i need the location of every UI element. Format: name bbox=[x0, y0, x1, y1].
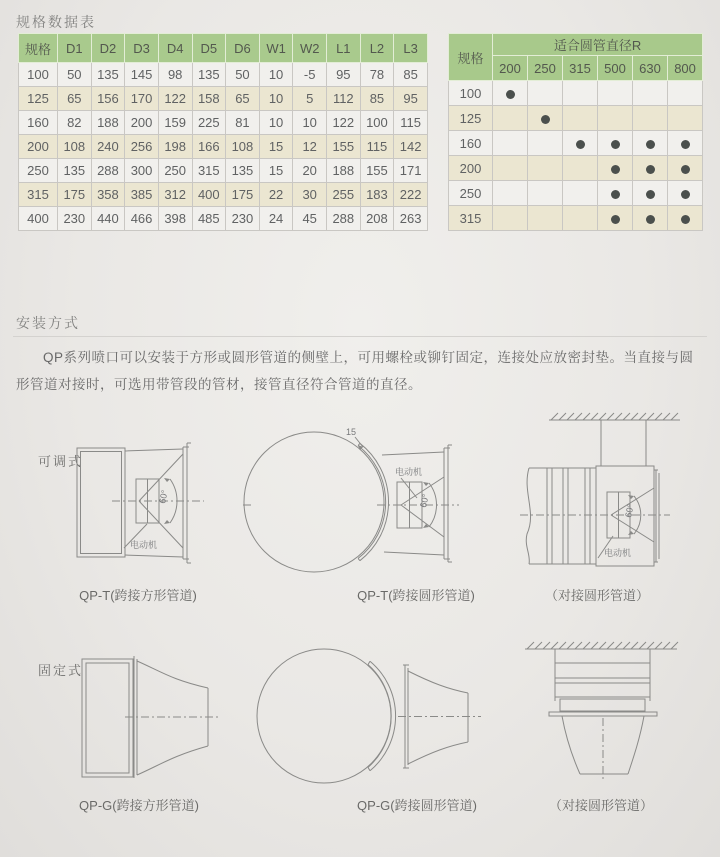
fit-dot-cell bbox=[668, 181, 703, 206]
fit-dot-cell bbox=[493, 106, 528, 131]
spec-column-header: D6 bbox=[226, 34, 260, 63]
spec-table-cell: 175 bbox=[226, 183, 260, 207]
fit-dot-cell bbox=[563, 131, 598, 156]
spec-table-cell: 200 bbox=[125, 111, 159, 135]
fit-dot-cell bbox=[528, 106, 563, 131]
diagram-qp-g-butt-round-duct bbox=[510, 625, 700, 785]
fit-table-row bbox=[449, 206, 703, 231]
fit-dot-cell bbox=[633, 206, 668, 231]
spec-table-cell: 485 bbox=[192, 207, 226, 231]
fit-dot-cell bbox=[633, 81, 668, 106]
fit-dot-cell bbox=[598, 131, 633, 156]
spec-table-cell: 122 bbox=[327, 111, 361, 135]
fit-column-header: 630 bbox=[633, 56, 668, 81]
spec-table-cell: 30 bbox=[293, 183, 327, 207]
fit-dot-cell bbox=[633, 131, 668, 156]
fit-dot-cell bbox=[598, 106, 633, 131]
fit-dot-cell bbox=[528, 81, 563, 106]
fit-table-header-row1 bbox=[449, 34, 703, 56]
spec-table-cell: 100 bbox=[19, 63, 58, 87]
fit-dot-cell bbox=[668, 81, 703, 106]
spec-table-cell: 95 bbox=[327, 63, 361, 87]
diagram-qp-t-square-duct bbox=[68, 436, 218, 586]
spec-table-cell: 135 bbox=[91, 63, 125, 87]
spec-table-cell: 158 bbox=[192, 87, 226, 111]
spec-table-cell: 98 bbox=[158, 63, 192, 87]
spec-table-cell: 315 bbox=[192, 159, 226, 183]
fit-spec-cell: 160 bbox=[449, 131, 493, 156]
spec-table-cell: 12 bbox=[293, 135, 327, 159]
fit-dot-cell bbox=[598, 181, 633, 206]
dot-marker bbox=[646, 140, 655, 149]
spec-table-cell: 159 bbox=[158, 111, 192, 135]
fit-dot-cell bbox=[528, 181, 563, 206]
fit-table bbox=[448, 33, 703, 231]
spec-table-cell: 50 bbox=[226, 63, 260, 87]
angle-label: 60° bbox=[157, 489, 170, 505]
spec-table-cell: 166 bbox=[192, 135, 226, 159]
fit-dot-cell bbox=[563, 106, 598, 131]
spec-table-cell: 10 bbox=[259, 87, 293, 111]
spec-column-header: D1 bbox=[58, 34, 92, 63]
spec-table-cell: 135 bbox=[226, 159, 260, 183]
spec-table-cell: 288 bbox=[91, 159, 125, 183]
spec-table-cell: 24 bbox=[259, 207, 293, 231]
spec-table-cell: 65 bbox=[58, 87, 92, 111]
fit-dot-cell bbox=[563, 156, 598, 181]
dot-marker bbox=[681, 165, 690, 174]
spec-table-cell: 15 bbox=[259, 135, 293, 159]
caption-butt-round-2: （对接圆形管道） bbox=[548, 798, 654, 813]
fit-dot-cell bbox=[528, 156, 563, 181]
diagram-qp-g-round-duct bbox=[252, 645, 482, 790]
spec-table-cell: 10 bbox=[293, 111, 327, 135]
angle-label: 60° bbox=[623, 503, 636, 519]
fit-dot-cell bbox=[668, 206, 703, 231]
spec-table-row bbox=[19, 135, 428, 159]
fit-dot-cell bbox=[528, 131, 563, 156]
spec-column-header: L2 bbox=[360, 34, 394, 63]
fit-dot-cell bbox=[493, 181, 528, 206]
spec-table-cell: 256 bbox=[125, 135, 159, 159]
fit-table-row bbox=[449, 156, 703, 181]
spec-table-cell: 230 bbox=[226, 207, 260, 231]
dot-marker bbox=[646, 190, 655, 199]
diagram-qp-g-square-duct bbox=[70, 650, 230, 785]
spec-table-row bbox=[19, 111, 428, 135]
motor-label: 电动机 bbox=[130, 540, 158, 550]
fit-spec-cell: 200 bbox=[449, 156, 493, 181]
fit-column-header: 500 bbox=[598, 56, 633, 81]
spec-table-cell: 15 bbox=[259, 159, 293, 183]
dot-marker bbox=[576, 140, 585, 149]
caption-qp-t-round: QP-T(跨接圆形管道) bbox=[357, 588, 475, 603]
spec-table-cell: 398 bbox=[158, 207, 192, 231]
spec-column-header: D2 bbox=[91, 34, 125, 63]
spec-table-cell: 155 bbox=[360, 159, 394, 183]
fit-dot-cell bbox=[633, 181, 668, 206]
spec-column-header: L3 bbox=[394, 34, 428, 63]
fit-dot-cell bbox=[668, 106, 703, 131]
spec-table-cell: 188 bbox=[91, 111, 125, 135]
spec-table-row bbox=[19, 63, 428, 87]
fit-spec-cell: 125 bbox=[449, 106, 493, 131]
fit-dot-cell bbox=[563, 206, 598, 231]
fit-table-body bbox=[449, 81, 703, 231]
dot-marker bbox=[611, 190, 620, 199]
spec-table-cell: 175 bbox=[58, 183, 92, 207]
spec-column-header: D3 bbox=[125, 34, 159, 63]
fit-dot-cell bbox=[598, 81, 633, 106]
dot-marker bbox=[506, 90, 515, 99]
dot-marker bbox=[681, 190, 690, 199]
spec-table-cell: 155 bbox=[327, 135, 361, 159]
fit-table-row bbox=[449, 131, 703, 156]
fit-dot-cell bbox=[598, 206, 633, 231]
fit-dot-cell bbox=[493, 206, 528, 231]
spec-table-cell: 78 bbox=[360, 63, 394, 87]
spec-table-cell: 160 bbox=[19, 111, 58, 135]
dot-marker bbox=[611, 165, 620, 174]
spec-table-cell: 225 bbox=[192, 111, 226, 135]
dot-marker bbox=[646, 215, 655, 224]
spec-table bbox=[18, 33, 428, 231]
dot-marker bbox=[611, 140, 620, 149]
fit-dot-cell bbox=[493, 81, 528, 106]
spec-table-cell: 312 bbox=[158, 183, 192, 207]
spec-table-cell: 208 bbox=[360, 207, 394, 231]
spec-table-cell: 440 bbox=[91, 207, 125, 231]
spec-table-cell: 135 bbox=[192, 63, 226, 87]
fit-table-row bbox=[449, 106, 703, 131]
fit-dot-cell bbox=[668, 156, 703, 181]
spec-table-cell: 263 bbox=[394, 207, 428, 231]
spec-table-cell: 50 bbox=[58, 63, 92, 87]
spec-column-header: W1 bbox=[259, 34, 293, 63]
fit-dot-cell bbox=[668, 131, 703, 156]
spec-table-row bbox=[19, 159, 428, 183]
install-section-title: 安装方式 bbox=[16, 315, 80, 331]
fit-spec-cell: 250 bbox=[449, 181, 493, 206]
spec-table-cell: 5 bbox=[293, 87, 327, 111]
spec-table-cell: 100 bbox=[360, 111, 394, 135]
spec-table-cell: 156 bbox=[91, 87, 125, 111]
diagram-qp-t-round-duct bbox=[243, 424, 463, 584]
diagram-qp-t-butt-round-duct bbox=[500, 400, 700, 575]
spec-table-cell: 108 bbox=[58, 135, 92, 159]
spec-table-cell: 200 bbox=[19, 135, 58, 159]
spec-table-cell: 315 bbox=[19, 183, 58, 207]
spec-column-header: L1 bbox=[327, 34, 361, 63]
caption-qp-g-round: QP-G(跨接圆形管道) bbox=[357, 798, 477, 813]
fit-group-header: 适合圆管直径R bbox=[493, 34, 703, 56]
spec-column-header: W2 bbox=[293, 34, 327, 63]
spec-column-header: D4 bbox=[158, 34, 192, 63]
fit-column-header: 315 bbox=[563, 56, 598, 81]
dot-marker bbox=[611, 215, 620, 224]
fit-table-row bbox=[449, 181, 703, 206]
spec-table-body bbox=[19, 63, 428, 231]
spec-column-header: 规格 bbox=[19, 34, 58, 63]
spec-table-row bbox=[19, 183, 428, 207]
spec-table-cell: 65 bbox=[226, 87, 260, 111]
spec-table-cell: 112 bbox=[327, 87, 361, 111]
spec-table-cell: 108 bbox=[226, 135, 260, 159]
dot-marker bbox=[646, 165, 655, 174]
spec-table-cell: 183 bbox=[360, 183, 394, 207]
spec-table-cell: 115 bbox=[360, 135, 394, 159]
spec-table-header-row bbox=[19, 34, 428, 63]
fit-dot-cell bbox=[598, 156, 633, 181]
spec-table-cell: 230 bbox=[58, 207, 92, 231]
spec-table-cell: 142 bbox=[394, 135, 428, 159]
fit-dot-cell bbox=[493, 131, 528, 156]
fit-spec-cell: 315 bbox=[449, 206, 493, 231]
spec-table-cell: 300 bbox=[125, 159, 159, 183]
spec-table-cell: 188 bbox=[327, 159, 361, 183]
spec-table-cell: 171 bbox=[394, 159, 428, 183]
spec-table-cell: 82 bbox=[58, 111, 92, 135]
dot-marker bbox=[541, 115, 550, 124]
spec-table-cell: 145 bbox=[125, 63, 159, 87]
spec-table-cell: 222 bbox=[394, 183, 428, 207]
spec-table-cell: 95 bbox=[394, 87, 428, 111]
fit-spec-header: 规格 bbox=[449, 34, 493, 81]
spec-table-cell: 250 bbox=[158, 159, 192, 183]
spec-table-cell: 250 bbox=[19, 159, 58, 183]
spec-table-cell: 255 bbox=[327, 183, 361, 207]
fixed-type-label: 固定式 bbox=[38, 663, 84, 678]
dimension-15-label: 15 bbox=[346, 427, 357, 437]
fit-dot-cell bbox=[563, 181, 598, 206]
section-divider bbox=[13, 336, 707, 337]
spec-column-header: D5 bbox=[192, 34, 226, 63]
spec-table-cell: 288 bbox=[327, 207, 361, 231]
spec-table-cell: 81 bbox=[226, 111, 260, 135]
spec-table-cell: 20 bbox=[293, 159, 327, 183]
spec-table-cell: 400 bbox=[192, 183, 226, 207]
motor-label: 电动机 bbox=[395, 467, 423, 477]
spec-table-row bbox=[19, 207, 428, 231]
fit-dot-cell bbox=[563, 81, 598, 106]
spec-table-cell: 135 bbox=[58, 159, 92, 183]
spec-table-cell: 170 bbox=[125, 87, 159, 111]
spec-table-cell: 85 bbox=[360, 87, 394, 111]
spec-table-cell: 198 bbox=[158, 135, 192, 159]
dot-marker bbox=[681, 215, 690, 224]
caption-qp-t-square: QP-T(跨接方形管道) bbox=[79, 588, 197, 603]
spec-table-cell: 10 bbox=[259, 111, 293, 135]
fit-column-header: 800 bbox=[668, 56, 703, 81]
spec-section-title: 规格数据表 bbox=[16, 14, 96, 30]
fit-dot-cell bbox=[633, 156, 668, 181]
adjustable-type-label: 可调式 bbox=[38, 454, 84, 469]
spec-table-cell: 85 bbox=[394, 63, 428, 87]
motor-label: 电动机 bbox=[604, 548, 632, 558]
angle-label: 60° bbox=[418, 493, 431, 509]
spec-table-cell: 22 bbox=[259, 183, 293, 207]
spec-table-cell: 400 bbox=[19, 207, 58, 231]
fit-dot-cell bbox=[493, 156, 528, 181]
fit-dot-cell bbox=[633, 106, 668, 131]
caption-qp-g-square: QP-G(跨接方形管道) bbox=[79, 798, 199, 813]
spec-table-row bbox=[19, 87, 428, 111]
spec-table-cell: 122 bbox=[158, 87, 192, 111]
spec-table-cell: 125 bbox=[19, 87, 58, 111]
spec-table-cell: 240 bbox=[91, 135, 125, 159]
spec-table-cell: 358 bbox=[91, 183, 125, 207]
spec-table-cell: -5 bbox=[293, 63, 327, 87]
spec-table-cell: 385 bbox=[125, 183, 159, 207]
spec-table-cell: 466 bbox=[125, 207, 159, 231]
fit-table-row bbox=[449, 81, 703, 106]
fit-column-header: 200 bbox=[493, 56, 528, 81]
spec-table-cell: 115 bbox=[394, 111, 428, 135]
spec-table-cell: 10 bbox=[259, 63, 293, 87]
fit-dot-cell bbox=[528, 206, 563, 231]
install-paragraph: QP系列喷口可以安装于方形或圆形管道的侧壁上，可用螺栓或铆钉固定，连接处应放密封垫。当直接与圆形管道对接时，可选用带管段的管材，接管直径符合管道的直径。 bbox=[16, 350, 694, 392]
fit-spec-cell: 100 bbox=[449, 81, 493, 106]
caption-butt-round-1: （对接圆形管道） bbox=[544, 588, 650, 603]
dot-marker bbox=[681, 140, 690, 149]
fit-column-header: 250 bbox=[528, 56, 563, 81]
spec-table-cell: 45 bbox=[293, 207, 327, 231]
